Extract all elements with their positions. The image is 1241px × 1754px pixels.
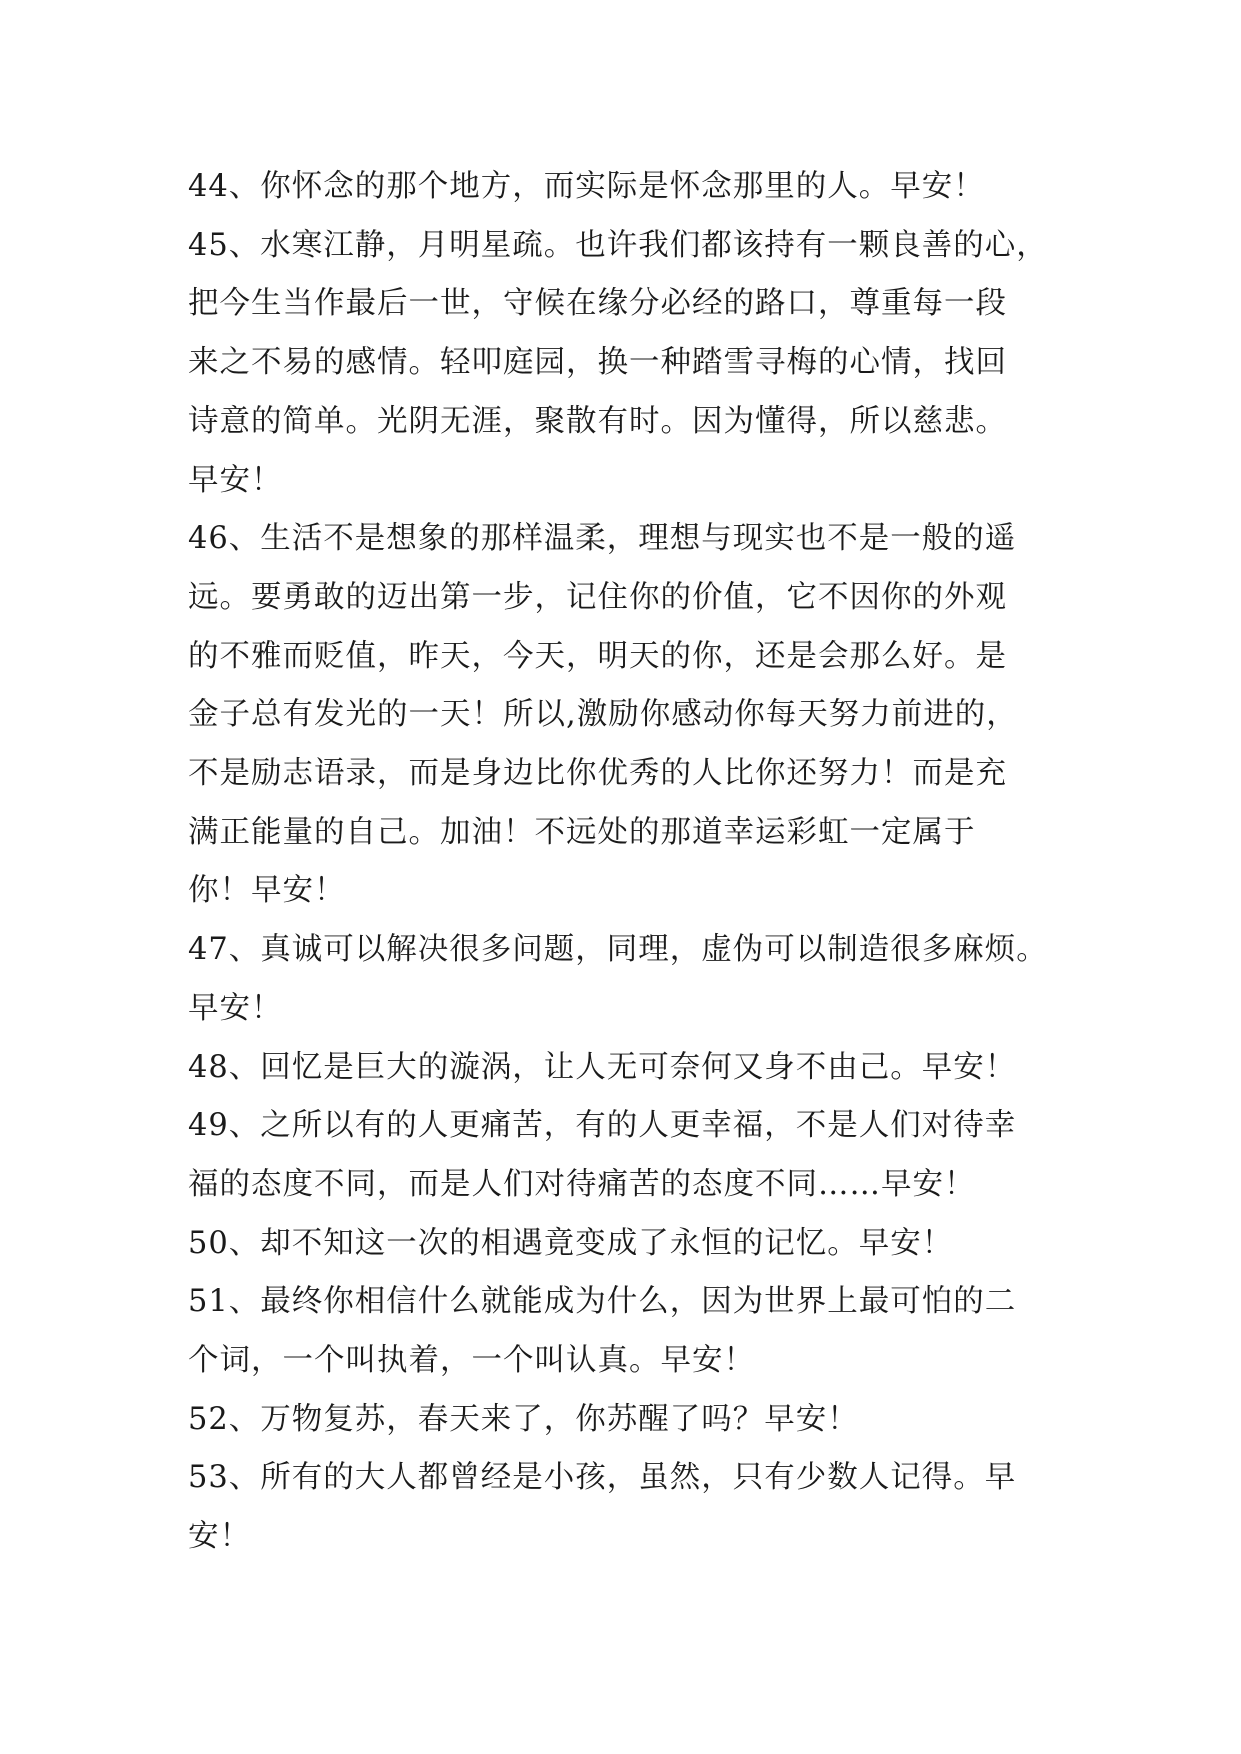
text-line: 安！ xyxy=(188,1519,251,1555)
text-line: 的不雅而贬值，昨天，今天，明天的你，还是会那么好。是 xyxy=(188,638,1007,674)
text-line: 满正能量的自己。加油！不远处的那道幸运彩虹一定属于 xyxy=(188,814,976,850)
text-line: 金子总有发光的一天！所以,激励你感动你每天努力前进的， xyxy=(188,697,1018,733)
text-line: 个词，一个叫执着，一个叫认真。早安！ xyxy=(188,1343,755,1379)
text-line: 来之不易的感情。轻叩庭园，换一种踏雪寻梅的心情，找回 xyxy=(188,345,1007,381)
entry-44 xyxy=(188,158,1088,217)
entry-47 xyxy=(188,921,1088,1038)
text-line: 45、水寒江静，月明星疏。也许我们都该持有一颗良善的心， xyxy=(188,227,1048,263)
entry-53 xyxy=(188,1449,1088,1566)
text-line: 48、回忆是巨大的漩涡，让人无可奈何又身不由己。早安！ xyxy=(188,1049,1017,1085)
text-line: 49、之所以有的人更痛苦，有的人更幸福，不是人们对待幸 xyxy=(188,1108,1017,1144)
entry-52 xyxy=(188,1391,1088,1450)
entry-48 xyxy=(188,1039,1088,1098)
document-body xyxy=(188,158,1088,1567)
text-line: 51、最终你相信什么就能成为什么，因为世界上最可怕的二 xyxy=(188,1284,1017,1320)
text-line: 53、所有的大人都曾经是小孩，虽然，只有少数人记得。早 xyxy=(188,1460,1017,1496)
text-line: 远。要勇敢的迈出第一步，记住你的价值，它不因你的外观 xyxy=(188,579,1007,615)
text-line: 你！早安！ xyxy=(188,873,346,909)
text-line: 52、万物复苏，春天来了，你苏醒了吗？早安！ xyxy=(188,1401,859,1437)
text-line: 早安！ xyxy=(188,990,283,1026)
entry-49 xyxy=(188,1097,1088,1214)
text-line: 46、生活不是想象的那样温柔，理想与现实也不是一般的遥 xyxy=(188,521,1017,557)
entry-50 xyxy=(188,1215,1088,1274)
text-line: 50、却不知这一次的相遇竟变成了永恒的记忆。早安！ xyxy=(188,1225,954,1261)
text-line: 47、真诚可以解决很多问题，同理，虚伪可以制造很多麻烦。 xyxy=(188,932,1048,968)
text-line: 44、你怀念的那个地方，而实际是怀念那里的人。早安！ xyxy=(188,169,985,204)
text-line: 诗意的简单。光阴无涯，聚散有时。因为懂得，所以慈悲。 xyxy=(188,403,1007,439)
text-line: 不是励志语录，而是身边比你优秀的人比你还努力！而是充 xyxy=(188,756,1007,792)
text-line: 早安！ xyxy=(188,462,283,498)
entry-51 xyxy=(188,1273,1088,1390)
entry-45 xyxy=(188,217,1088,511)
text-line: 福的态度不同，而是人们对待痛苦的态度不同……早安！ xyxy=(188,1166,976,1202)
entry-46 xyxy=(188,510,1088,921)
text-line: 把今生当作最后一世，守候在缘分必经的路口，尊重每一段 xyxy=(188,286,1007,322)
